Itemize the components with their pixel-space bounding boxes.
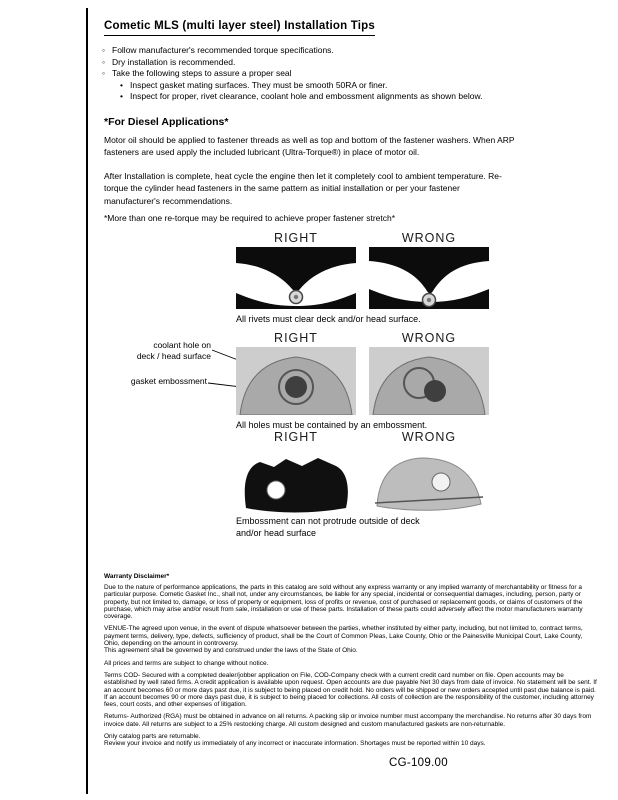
warranty-heading: Warranty Disclaimer*	[104, 573, 170, 580]
rivet-clearance-right-diagram	[236, 247, 356, 309]
right-column-header: RIGHT	[274, 430, 318, 444]
list-item	[100, 57, 482, 69]
right-column-header: RIGHT	[274, 231, 318, 245]
embossment-caption: All holes must be contained by an embossment.	[236, 420, 428, 430]
rivet-wrong-illustration	[369, 247, 489, 309]
warranty-paragraph: Terms COD- Secured with a completed dealer/jobber application on File, COD-Company check with a current credit card number on file. Open accounts may be established by well rated firms. A credit application is available upon request. Open accounts are due payable Net 30 days from date of invoice. No statement will be sent. If an account becomes 60 or more days past due, it is subject to being placed on credit hold. No orders will be shipped or new orders accepted until past due balance is paid. If an account becomes 90 or more days past due, it is subject to being placed for collections. All costs of collection are the responsibility of the customer, including attorney fees, court costs, and other expenses of litigation.	[104, 671, 597, 709]
sub-bullet-marker: •	[120, 91, 123, 102]
protrusion-wrong-illustration	[369, 446, 489, 514]
protrusion-caption: Embossment can not protrude outside of deck and/or head surface	[236, 516, 420, 538]
warranty-disclaimer-section	[104, 573, 598, 753]
gasket-embossment-label: gasket embossment	[130, 376, 207, 386]
rivet-right-illustration	[236, 247, 356, 309]
installation-tips-list	[100, 45, 482, 103]
embossment-contained-right-diagram	[236, 347, 356, 415]
hole-embossment-right-illustration	[236, 347, 356, 415]
coolant-hole-label	[108, 340, 211, 362]
warranty-paragraph: Due to the nature of performance applications, the parts in this catalog are sold without any express warranty or any implied warranty of merchantability or fitness for a particular purpose. Cometic Gasket Inc., shall not, under any circumstances, be liable for any special, incidental or consequential damages, including, person, party or property, but not limited to, damage, or loss of property or equipment, loss of profits or revenue, cost of purchased or replacement goods, or claims of customers of the purchase, which may arise and/or result from sale, installation or use of these parts. Installation of these parts could adversely affect the motor manufacturers warranty coverage.	[104, 584, 583, 621]
warranty-paragraph: All prices and terms are subject to change without notice.	[104, 659, 269, 667]
right-column-header: RIGHT	[274, 331, 318, 345]
bullet-marker: ◦	[101, 45, 105, 55]
list-item	[100, 45, 482, 57]
list-item-text: Follow manufacturer's recommended torque specifications.	[112, 45, 334, 55]
warranty-paragraph: Review your invoice and notify us immediately of any incorrect or inaccurate information. Shortages must be reported within 10 days.	[104, 740, 486, 748]
coolant-hole-label-line1: coolant hole on	[153, 340, 211, 350]
wrong-column-header: WRONG	[401, 231, 457, 245]
protrusion-right-diagram	[236, 446, 356, 514]
hole-embossment-wrong-illustration	[369, 347, 489, 415]
rivet-clearance-wrong-diagram	[369, 247, 489, 309]
diesel-paragraph-1: Motor oil should be applied to fastener threads as well as top and bottom of the fastener washers. When ARP fasteners are used apply the included lubricant (Ultra-Torque®) in place of motor oil.	[104, 135, 515, 158]
sub-list-item-text: Inspect for proper, rivet clearance, coolant hole and embossment alignments as shown below.	[130, 91, 483, 102]
page-title: Cometic MLS (multi layer steel) Installation Tips	[104, 20, 375, 36]
page-code: CG-109.00	[389, 757, 448, 769]
embossment-contained-wrong-diagram	[369, 347, 489, 415]
warranty-paragraph: Returns- Authorized (RGA) must be obtained in advance on all returns. A packing slip or invoice number must accompany the merchandise. No returns after 30 days from invoice date. All returns are subject to a 25% restocking charge. All custom designed and custom manufactured gaskets are non-returnable.	[104, 713, 592, 728]
coolant-hole-label-line2: deck / head surface	[136, 351, 211, 361]
sub-list-item	[118, 80, 482, 92]
warranty-paragraph: VENUE-The agreed upon venue, in the event of dispute whatsoever between the parties, whether instituted by either party, including, but not limited to, contract terms, payment terms, delivery, type, defects, sufficiency of product, shall be the Court of Common Pleas, Lake County, Ohio or the Painesville Municipal Court, Lake County, Ohio, depending on the amount in controversy.	[104, 625, 583, 648]
list-item-text: Take the following steps to assure a proper seal	[112, 68, 292, 79]
sub-bullet-marker: •	[120, 79, 123, 90]
rivet-caption: All rivets must clear deck and/or head surface.	[236, 314, 421, 324]
wrong-column-header: WRONG	[401, 430, 457, 444]
warranty-paragraph: This agreement shall be governed by and construed under the laws of the State of Ohio.	[104, 647, 358, 655]
sub-list-item-text: Inspect gasket mating surfaces. They must be smooth 50RA or finer.	[130, 79, 388, 90]
left-border-rule	[86, 8, 88, 794]
protrusion-wrong-diagram	[369, 446, 489, 514]
list-item	[100, 68, 482, 80]
diesel-paragraph-2: After Installation is complete, heat cycle the engine then let it completely cool to ambient temperature. Re-torque the cylinder head fasteners in the same pattern as initial installation or per your fastener manufacturer's recommendations.	[104, 171, 502, 206]
bullet-marker: ◦	[101, 68, 105, 79]
diesel-applications-heading: *For Diesel Applications*	[104, 116, 229, 128]
sub-list-item	[118, 91, 482, 103]
wrong-column-header: WRONG	[401, 331, 457, 345]
protrusion-right-illustration	[236, 446, 356, 514]
warranty-paragraph: Only catalog parts are returnable.	[104, 733, 201, 741]
list-item-text: Dry installation is recommended.	[112, 56, 236, 67]
retorque-note: *More than one re-torque may be required to achieve proper fastener stretch*	[104, 213, 396, 223]
bullet-marker: ◦	[101, 56, 105, 67]
